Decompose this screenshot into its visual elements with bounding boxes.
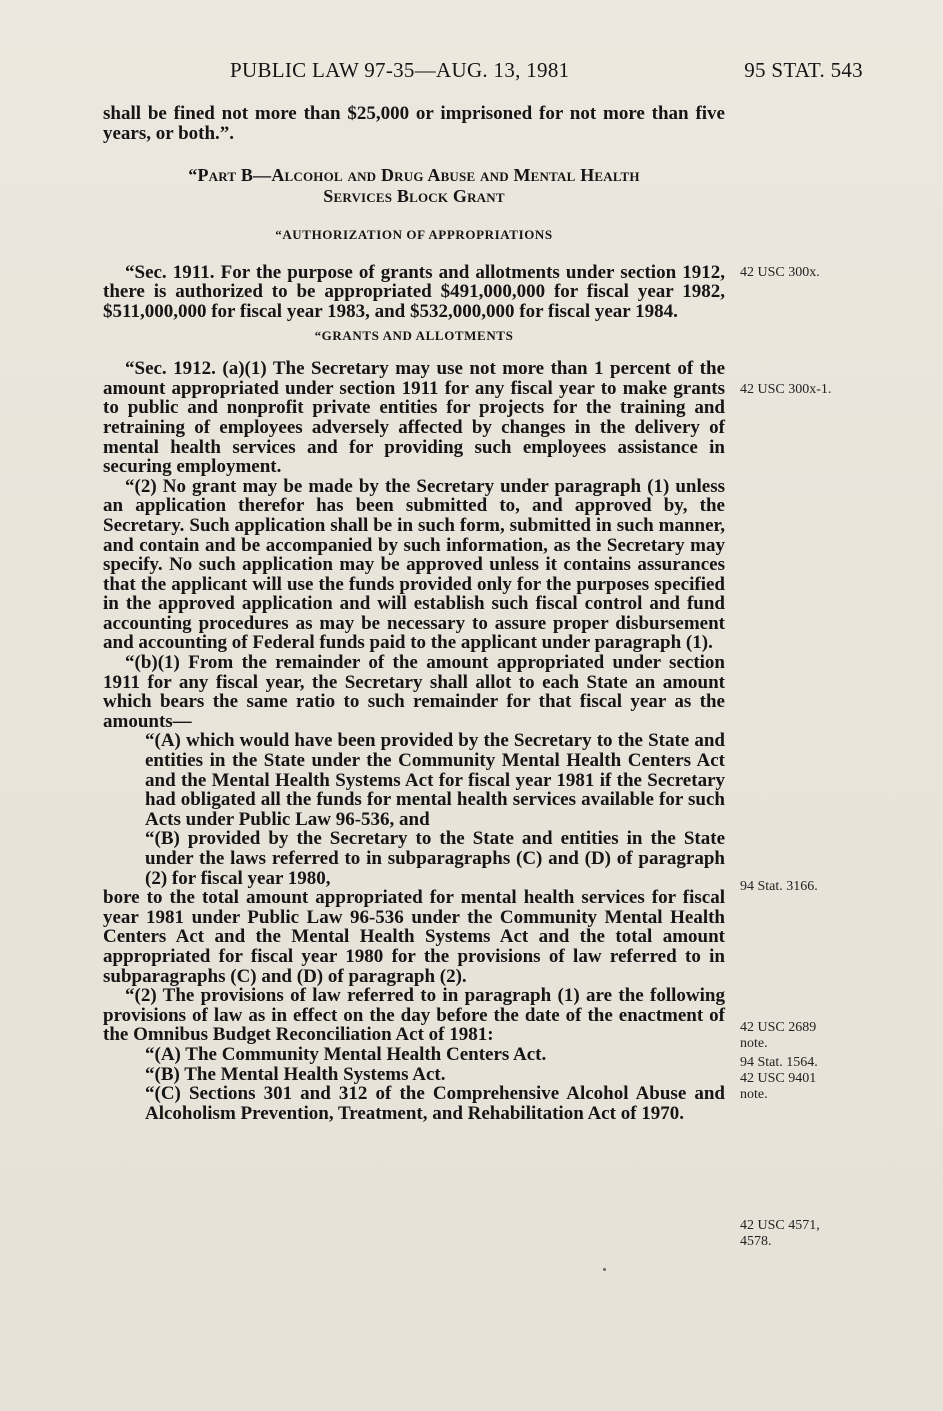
header-title: PUBLIC LAW 97-35—AUG. 13, 1981 [230,58,570,82]
section-1912-b2: “(2) The provisions of law referred to in paragraph (1) are the following provisions of law as in effect on the day before the date of the enactment of the Omnibus Budget Reconciliation Act of 1981: [103,985,725,1046]
part-heading [103,165,725,207]
margin-note-9401-note: note. [740,1087,768,1102]
section-1912-a2: “(2) No grant may be made by the Secretary under paragraph (1) unless an application therefor has been submitted to, and approved by, the Secretary. Such application shall be in such form, submitted in such manner, and contain and be accompanied by such information, as the Secretary may specify. No such application may be approved unless it contains assurances that the applicant will use the funds provided only for the purposes specified in the approved application and will establish such fiscal control and fund accounting procedures as may be necessary to assure proper disbursement and accounting of Federal funds paid to the applicant under paragraph (1). [103,475,725,654]
page-header [0,58,943,88]
section-1912-a1: “Sec. 1912. (a)(1) The Secretary may use not more than 1 percent of the amount appropriated under section 1911 for any fiscal year to make grants to public and nonprofit private entities for projects for the training and retraining of employees adversely affected by changes in the delivery of mental health services and for providing such employees assistance in securing employment. [103,358,725,478]
scan-speck [603,1268,606,1271]
margin-note-94stat3166: 94 Stat. 3166. [740,879,818,894]
margin-note-2689: 42 USC 2689 [740,1020,817,1035]
header-stat: 95 STAT. 543 [744,58,863,82]
subparagraph-b1-A: “(A) which would have been provided by the Secretary to the State and entities in the State under the Community Mental Health Centers Act and the Mental Health Systems Act for fiscal year 1981 if the Secretary had obligated all the funds for mental health services available for such Acts under Public Law 96-536, and [145,730,725,830]
part-heading-line2: Services Block Grant [323,186,505,207]
heading-grants: “GRANTS AND ALLOTMENTS [314,327,514,343]
subparagraph-b2-B: “(B) The Mental Health Systems Act. [145,1063,446,1085]
margin-note-2689-note: note. [740,1036,768,1051]
margin-note-300x: 42 USC 300x. [740,265,820,280]
heading-authorization: “AUTHORIZATION OF APPROPRIATIONS [275,227,553,243]
margin-note-300x-1: 42 USC 300x-1. [740,382,832,397]
part-heading-line1: “Part B—Alcohol and Drug Abuse and Mental Health [188,165,640,186]
section-1911: “Sec. 1911. For the purpose of grants and allotments under section 1912, there is authorized to be appropriated $491,000,000 for fiscal year 1982, $511,000,000 for fiscal year 1983, and $532,000,000 for fiscal year 1984. [103,261,725,322]
paragraph-b1-tail: bore to the total amount appropriated for mental health services for fiscal year 1981 under Public Law 96-536 under the Community Mental Health Centers Act and the Mental Health Systems Act and the total amount appropriated for fiscal year 1980 for the provisions of law referred to in subparagraphs (C) and (D) of paragraph (2). [103,887,725,987]
margin-note-4578: 4578. [740,1234,772,1249]
intro-paragraph: shall be fined not more than $25,000 or imprisoned for not more than five years, or both.”. [103,103,725,144]
subparagraph-b1-B: “(B) provided by the Secretary to the State and entities in the State under the laws referred to in subparagraphs (C) and (D) of paragraph (2) for fiscal year 1980, [145,828,725,889]
margin-note-9401: 42 USC 9401 [740,1071,817,1086]
subparagraph-b2-C: “(C) Sections 301 and 312 of the Comprehensive Alcohol Abuse and Alcoholism Prevention, Treatment, and Rehabilitation Act of 1970. [145,1083,725,1124]
margin-note-94stat1564: 94 Stat. 1564. [740,1055,818,1070]
statute-body [103,104,725,1123]
subparagraph-b2-A: “(A) The Community Mental Health Centers Act. [145,1043,547,1065]
margin-note-4571: 42 USC 4571, [740,1218,820,1233]
section-1912-b1: “(b)(1) From the remainder of the amount appropriated under section 1911 for any fiscal year, the Secretary shall allot to each State an amount which bears the same ratio to such remainder for that fiscal year as the amounts— [103,652,725,732]
